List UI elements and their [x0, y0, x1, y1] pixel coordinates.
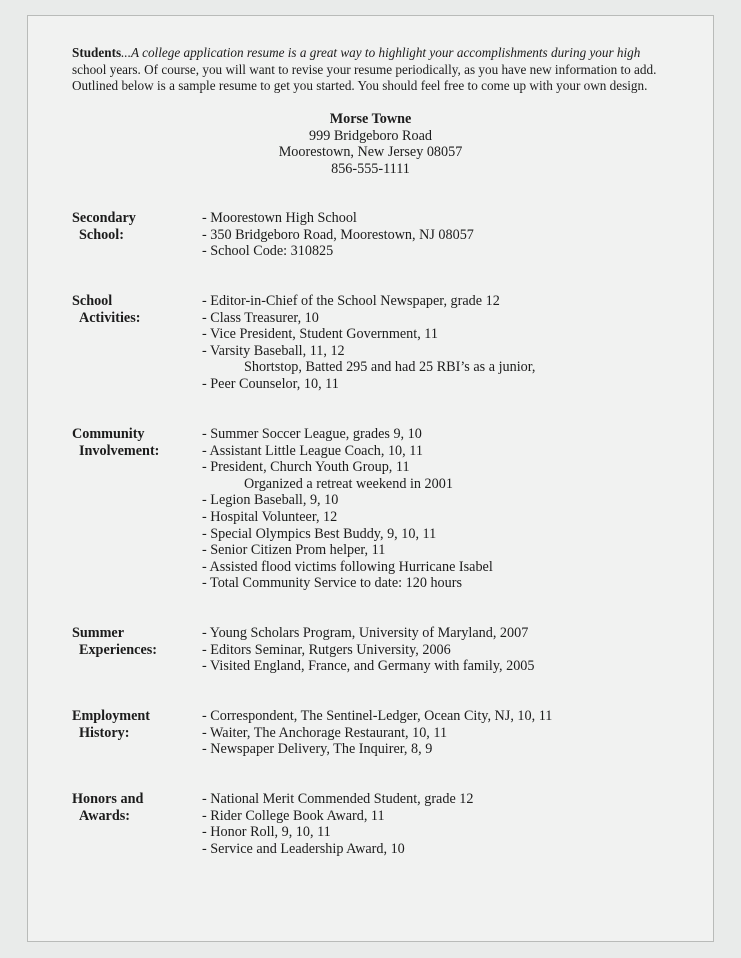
section-items: [202, 625, 534, 675]
list-item: - Vice President, Student Government, 11: [202, 326, 438, 343]
list-item: - Special Olympics Best Buddy, 9, 10, 11: [202, 525, 437, 542]
intro-line-2: school years. Of course, you will want to revise your resume periodically, as you have new information to add.: [72, 61, 657, 77]
list-item: - Waiter, The Anchorage Restaurant, 10, 11: [202, 724, 448, 741]
section-label: [72, 210, 136, 243]
section-items: [202, 708, 552, 758]
list-item: - President, Church Youth Group, 11: [202, 459, 410, 476]
section-label-line-2: History:: [79, 724, 130, 741]
list-item: - Moorestown High School: [202, 210, 357, 226]
section-label: [72, 791, 143, 824]
list-item: - Peer Counselor, 10, 11: [202, 375, 339, 392]
section-items: [202, 293, 535, 393]
list-item: - Total Community Service to date: 120 hours: [202, 575, 462, 592]
list-item: - Rider College Book Award, 11: [202, 807, 385, 824]
list-item: - Service and Leadership Award, 10: [202, 840, 405, 857]
section-label-line-1: Employment: [72, 708, 151, 724]
item-detail: Organized a retreat weekend in 2001: [244, 475, 453, 492]
section-label-line-1: Honors and: [72, 791, 144, 807]
intro-italic: ...A college application resume is a great way to highlight your accomplishments during your high: [121, 45, 641, 60]
list-item: - Correspondent, The Sentinel-Ledger, Ocean City, NJ, 10, 11: [202, 708, 553, 724]
intro-line-1: [72, 45, 692, 62]
list-item: - Honor Roll, 9, 10, 11: [202, 824, 331, 841]
section-label-line-1: Secondary: [72, 210, 136, 226]
list-item: - Varsity Baseball, 11, 12: [202, 342, 345, 359]
item-detail: Shortstop, Batted 295 and had 25 RBI’s as a junior,: [244, 359, 536, 376]
intro-line-3: Outlined below is a sample resume to get you started. You should feel free to come up with your own design.: [72, 78, 648, 94]
resume-header: [0, 111, 741, 177]
section-label-line-2: School:: [79, 226, 124, 243]
list-item: - Hospital Volunteer, 12: [202, 508, 338, 525]
list-item: - Summer Soccer League, grades 9, 10: [202, 426, 422, 442]
list-item: - National Merit Commended Student, grade 12: [202, 791, 474, 807]
section-items: [202, 210, 474, 260]
list-item: - Visited England, France, and Germany with family, 2005: [202, 658, 535, 675]
list-item: - Senior Citizen Prom helper, 11: [202, 542, 386, 559]
list-item: - Editors Seminar, Rutgers University, 2006: [202, 641, 451, 658]
section-label: [72, 426, 159, 459]
section-label: [72, 293, 140, 326]
section-label-line-1: School: [72, 293, 113, 309]
section-label: [72, 625, 157, 658]
list-item: - 350 Bridgeboro Road, Moorestown, NJ 08057: [202, 226, 474, 243]
section-label-line-1: Community: [72, 426, 145, 442]
list-item: - Newspaper Delivery, The Inquirer, 8, 9: [202, 741, 433, 758]
section-label-line-2: Awards:: [79, 807, 130, 824]
list-item: - Class Treasurer, 10: [202, 309, 319, 326]
section-items: [202, 791, 473, 857]
applicant-name: Morse Towne: [329, 111, 412, 127]
section-label-line-2: Experiences:: [79, 641, 158, 658]
list-item: - Assistant Little League Coach, 10, 11: [202, 442, 423, 459]
list-item: - Editor-in-Chief of the School Newspaper, grade 12: [202, 293, 500, 309]
intro-lead: Students: [72, 45, 122, 60]
list-item: - Young Scholars Program, University of Maryland, 2007: [202, 625, 529, 641]
address-line-2: Moorestown, New Jersey 08057: [278, 144, 463, 161]
intro-paragraph: [72, 45, 692, 95]
list-item: - Assisted flood victims following Hurricane Isabel: [202, 558, 493, 575]
list-item: - Legion Baseball, 9, 10: [202, 492, 339, 509]
section-items: [202, 426, 493, 592]
section-label-line-1: Summer: [72, 625, 125, 641]
list-item: - School Code: 310825: [202, 243, 334, 260]
section-label: [72, 708, 150, 741]
address-line-1: 999 Bridgeboro Road: [309, 127, 432, 144]
section-label-line-2: Involvement:: [79, 442, 160, 459]
section-label-line-2: Activities:: [79, 309, 141, 326]
phone-number: 856-555-1111: [331, 160, 410, 177]
